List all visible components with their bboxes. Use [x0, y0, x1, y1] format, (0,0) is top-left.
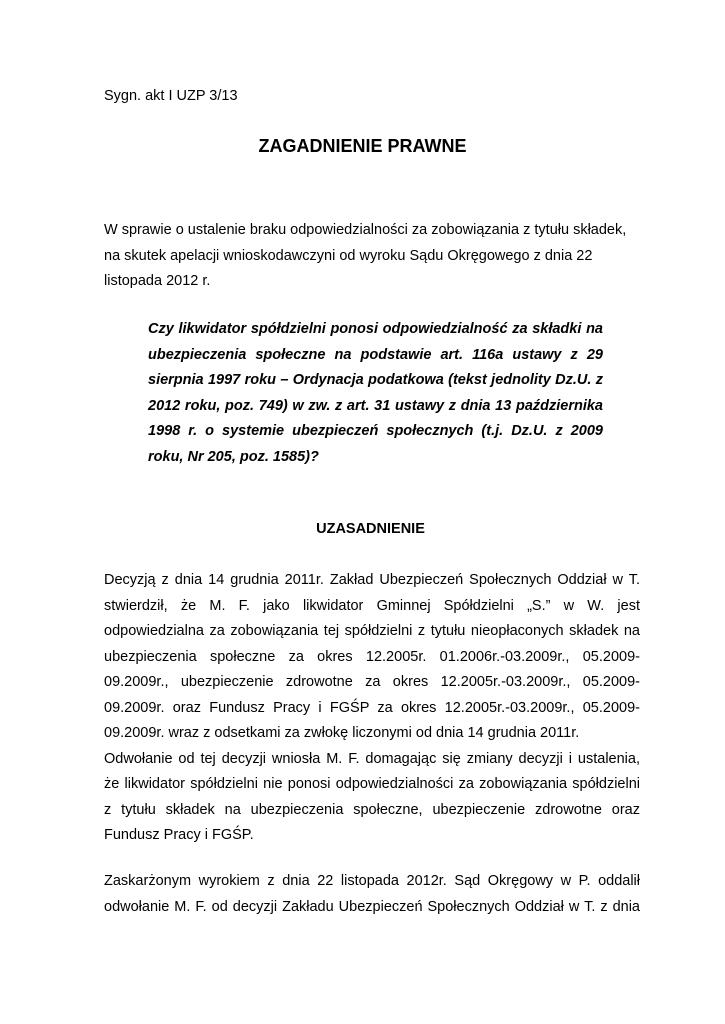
legal-question: [148, 317, 603, 470]
question-line: sierpnia 1997 roku – Ordynacja podatkowa (tekst jednolity Dz.U. z: [148, 372, 603, 388]
paragraph-line: odwołanie M. F. od decyzji Zakładu Ubezpieczeń Społecznych Oddział w T. z dnia: [104, 898, 640, 915]
paragraph-line: Fundusz Pracy i FGŚP.: [104, 827, 254, 843]
paragraph-line: 09.2009r., ubezpieczenie zdrowotne za okres 12.2005r.-03.2009r., 05.2009-: [104, 674, 640, 690]
intro-line: W sprawie o ustalenie braku odpowiedzialności za zobowiązania z tytułu składek,: [104, 222, 627, 238]
question-line: 1998 r. o systemie ubezpieczeń społecznych (t.j. Dz.U. z 2009: [148, 423, 603, 439]
paragraph-line: Zaskarżonym wyrokiem z dnia 22 listopada 2012r. Sąd Okręgowy w P. oddalił: [104, 873, 640, 889]
question-line: roku, Nr 205, poz. 1585)?: [148, 448, 319, 465]
paragraph-line: ubezpieczenia społeczne za okres 12.2005r. 01.2006r.-03.2009r., 05.2009-: [104, 648, 640, 665]
paragraph-line: 09.2009r. wraz z odsetkami za zwłokę liczonymi od dnia 14 grudnia 2011r.: [104, 725, 580, 741]
intro-line: listopada 2012 r.: [104, 273, 211, 289]
intro-line: na skutek apelacji wnioskodawczyni od wyroku Sądu Okręgowego z dnia 22: [104, 247, 593, 264]
paragraph-line: że likwidator spółdzielni nie ponosi odpowiedzialności za zobowiązania spółdzielni: [104, 776, 640, 792]
paragraph-line: stwierdził, że M. F. jako likwidator Gminnej Spółdzielni „S.” w W. jest: [104, 597, 640, 614]
question-line: ubezpieczenia społeczne na podstawie art. 116a ustawy z 29: [148, 346, 603, 363]
question-line: Czy likwidator spółdzielni ponosi odpowiedzialność za składki na: [148, 321, 603, 337]
justification-paragraph-1: [104, 568, 640, 849]
section-title: UZASADNIENIE: [316, 521, 425, 537]
intro-paragraph: [104, 218, 640, 295]
page-title: ZAGADNIENIE PRAWNE: [258, 136, 467, 156]
paragraph-line: Decyzją z dnia 14 grudnia 2011r. Zakład Ubezpieczeń Społecznych Oddział w T.: [104, 572, 640, 588]
question-line: 2012 roku, poz. 749) w zw. z art. 31 ustawy z dnia 13 października: [148, 397, 603, 414]
paragraph-line: Odwołanie od tej decyzji wniosła M. F. domagając się zmiany decyzji i ustalenia,: [104, 750, 640, 767]
case-signature: Sygn. akt I UZP 3/13: [104, 88, 238, 104]
paragraph-line: odpowiedzialna za zobowiązania tej spółdzielni z tytułu nieopłaconych składek na: [104, 623, 640, 639]
paragraph-line: z tytułu składek na ubezpieczenia społeczne, ubezpieczenie zdrowotne oraz: [104, 801, 640, 818]
paragraph-line: 09.2009r. oraz Fundusz Pracy i FGŚP za okres 12.2005r.-03.2009r., 05.2009-: [104, 699, 640, 716]
justification-paragraph-2: [104, 869, 640, 920]
